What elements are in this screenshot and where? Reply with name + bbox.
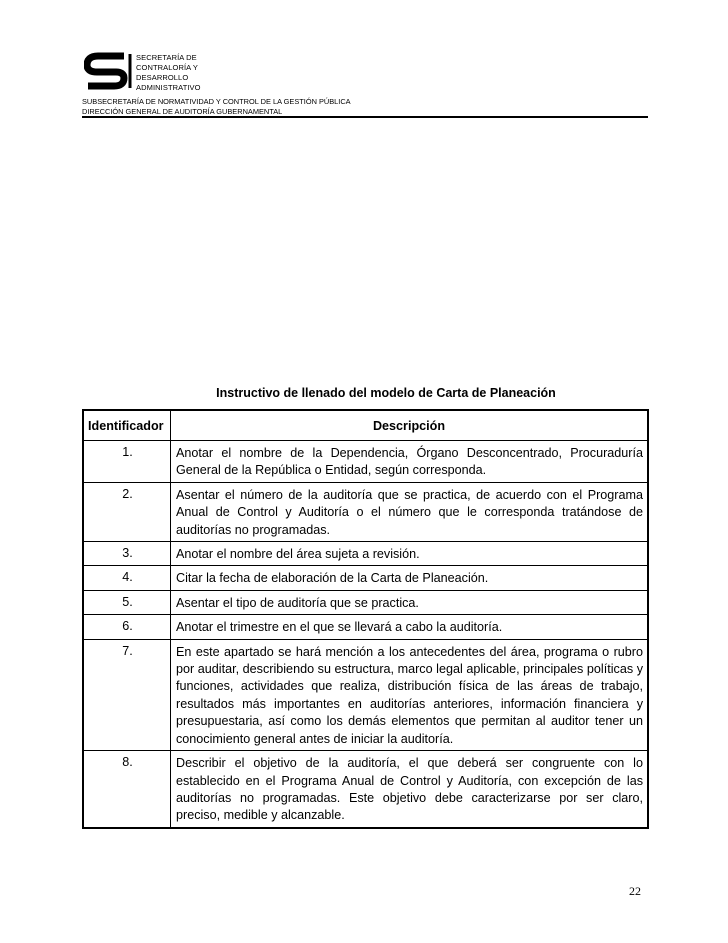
row-description: Describir el objetivo de la auditoría, el que deberá ser congruente con lo establecido en el Programa Anual de Control y Auditoría, con excepción de las auditorías no programadas. Este objetivo debe caracterizarse por ser claro, preciso, medible y alcanzable.: [171, 751, 649, 828]
table-row: [83, 751, 648, 828]
table-row: [83, 639, 648, 750]
header-rule: [82, 116, 648, 118]
row-description: En este apartado se hará mención a los antecedentes del área, programa o rubro por auditar, describiendo su estructura, marco legal aplicable, principales políticas y funciones, actividades que realiza, distribución física de las áreas de trabajo, resultados más importantes en auditorías anteriores, información financiera y presupuestaria, así como los demás elementos que permitan al auditor tener un conocimiento general antes de iniciar la auditoría.: [171, 639, 649, 750]
description-header: Descripción: [171, 410, 649, 441]
row-description: Anotar el trimestre en el que se llevará a cabo la auditoría.: [171, 615, 649, 639]
row-identifier: 6.: [83, 615, 171, 639]
instructions-table: [82, 409, 649, 829]
row-description: Asentar el número de la auditoría que se practica, de acuerdo con el Programa Anual de Control y Auditoría o el número que le corresponda tratándose de auditorías no programadas.: [171, 482, 649, 541]
agency-line: CONTRALORÍA Y: [136, 63, 199, 72]
subsecretariat-line: SUBSECRETARÍA DE NORMATIVIDAD Y CONTROL DE LA GESTIÓN PÚBLICA: [82, 97, 351, 106]
row-identifier: 7.: [83, 639, 171, 750]
table-row: [83, 615, 648, 639]
document-title: Instructivo de llenado del modelo de Carta de Planeación: [216, 386, 556, 400]
sub-department: [82, 97, 351, 117]
table-row: [83, 590, 648, 614]
row-description: Anotar el nombre de la Dependencia, Órgano Desconcentrado, Procuraduría General de la República o Entidad, según corresponda.: [171, 441, 649, 483]
table-row: [83, 542, 648, 566]
row-description: Asentar el tipo de auditoría que se practica.: [171, 590, 649, 614]
page-number: 22: [629, 884, 641, 898]
table-row: [83, 441, 648, 483]
agency-line: SECRETARÍA DE: [136, 53, 197, 62]
secodam-logo-icon: [84, 50, 136, 92]
row-identifier: 3.: [83, 542, 171, 566]
directorate-line: DIRECCIÓN GENERAL DE AUDITORÍA GUBERNAMENTAL: [82, 107, 283, 116]
row-identifier: 4.: [83, 566, 171, 590]
agency-line: DESARROLLO: [136, 73, 189, 82]
row-identifier: 8.: [83, 751, 171, 828]
identifier-header: Identificador: [83, 410, 171, 441]
row-description: Anotar el nombre del área sujeta a revisión.: [171, 542, 649, 566]
row-identifier: 2.: [83, 482, 171, 541]
table-row: [83, 482, 648, 541]
agency-line: ADMINISTRATIVO: [136, 83, 201, 92]
table-header-row: [83, 410, 648, 441]
row-description: Citar la fecha de elaboración de la Carta de Planeación.: [171, 566, 649, 590]
table-row: [83, 566, 648, 590]
agency-name: [136, 53, 201, 93]
row-identifier: 5.: [83, 590, 171, 614]
row-identifier: 1.: [83, 441, 171, 483]
